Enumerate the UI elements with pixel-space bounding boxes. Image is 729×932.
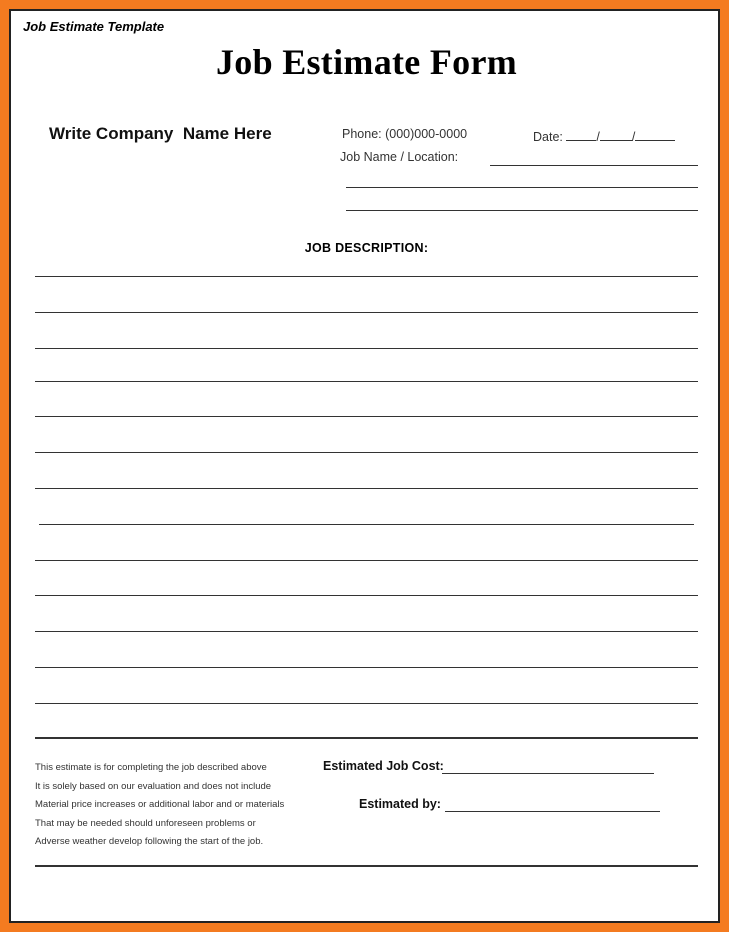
description-line[interactable]: [35, 452, 698, 453]
disclaimer-line: This estimate is for completing the job described above: [35, 762, 267, 773]
description-line[interactable]: [35, 488, 698, 489]
estimated-cost-label: Estimated Job Cost:: [323, 759, 444, 773]
page-title: Job Estimate Form: [215, 42, 518, 82]
section-divider: [35, 737, 698, 739]
date-separator: /: [596, 130, 600, 144]
form-sheet: [9, 9, 720, 923]
estimated-by-label: Estimated by:: [359, 797, 441, 811]
phone-label: Phone: (000)000-0000: [342, 127, 468, 141]
date-year-line: [635, 127, 675, 141]
description-line[interactable]: [35, 416, 698, 417]
description-line[interactable]: [35, 276, 698, 277]
description-line[interactable]: [35, 595, 698, 596]
location-line-3[interactable]: [346, 210, 698, 211]
disclaimer-line: It is solely based on our evaluation and does not include: [35, 780, 272, 792]
estimated-cost-line[interactable]: [442, 773, 654, 774]
description-line[interactable]: [35, 667, 698, 668]
location-line-2[interactable]: [346, 187, 698, 188]
description-line[interactable]: [39, 524, 694, 525]
description-line[interactable]: [35, 703, 698, 704]
date-field[interactable]: [533, 127, 675, 144]
job-name-line[interactable]: [490, 165, 698, 166]
description-line[interactable]: [35, 631, 698, 632]
date-separator: /: [631, 130, 636, 144]
disclaimer-line: Material price increases or additional labor and or materials: [35, 799, 285, 810]
job-name-label: Job Name / Location:: [340, 150, 459, 164]
description-line[interactable]: [35, 381, 698, 382]
disclaimer-line: That may be needed should unforeseen problems or: [35, 817, 256, 829]
date-month-line: [566, 127, 596, 141]
job-description-label: JOB DESCRIPTION:: [304, 241, 429, 255]
disclaimer-text: [35, 759, 335, 852]
estimated-by-line[interactable]: [445, 811, 660, 812]
description-line[interactable]: [35, 312, 698, 313]
description-line[interactable]: [35, 560, 698, 561]
company-name: Write Company Name Here: [49, 124, 272, 143]
template-caption: Job Estimate Template: [23, 19, 165, 34]
date-day-line: [600, 127, 632, 141]
date-label: Date:: [533, 130, 567, 144]
disclaimer-line: Adverse weather develop following the start of the job.: [35, 836, 264, 847]
bottom-divider: [35, 865, 698, 867]
description-line[interactable]: [35, 348, 698, 349]
